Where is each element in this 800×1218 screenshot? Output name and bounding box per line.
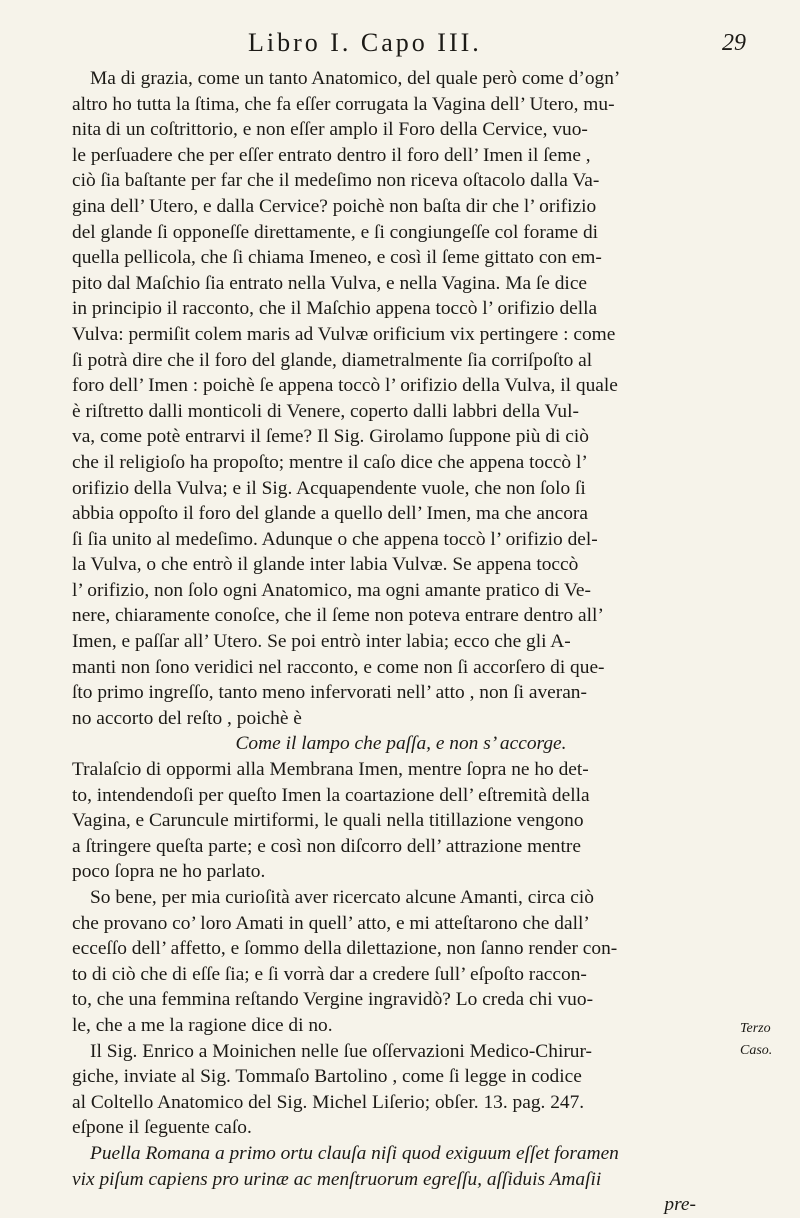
text-line: ſto primo ingreſſo, tanto meno infervorati nell’ atto , non ſi averan- (72, 682, 587, 704)
text-line: le perſuadere che per eſſer entrato dentro il foro dell’ Imen il ſeme , (72, 144, 591, 166)
text-line: in principio il racconto, che il Maſchio appena toccò l’ orifizio della (72, 298, 598, 320)
text-line: che il religioſo ha propoſto; mentre il caſo dice che appena toccò l’ (72, 451, 588, 473)
text-line: è riſtretto dalli monticoli di Venere, coperto dalli labbri della Vul- (72, 400, 579, 422)
text-line: del glande ſi opponeſſe direttamente, e ſi congiungeſſe col forame di (72, 221, 599, 243)
text-line: pito dal Maſchio ſia entrato nella Vulva, e nella Vagina. Ma ſe dice (72, 272, 588, 294)
text-line: va, come potè entrarvi il ſeme? Il Sig. Girolamo ſuppone più di ciò (72, 426, 589, 448)
text-line: quella pellicola, che ſi chiama Imeneo, e così il ſeme gittato con em- (72, 247, 602, 269)
text-line: Il Sig. Enrico a Moinichen nelle ſue oſſervazioni Medico-Chirur- (90, 1040, 593, 1062)
text-line: Imen, e paſſar all’ Utero. Se poi entrò inter labia; ecco che gli A- (72, 631, 571, 653)
latin-quote-line: vix piſum capiens pro urinæ ac menſtruorum egreſſu, aſſiduis Amaſii (72, 1168, 602, 1190)
running-head: Libro I. Capo III. (248, 28, 482, 57)
text-line: ſi ſia unito al medeſimo. Adunque o che appena toccò l’ orifizio del- (72, 528, 598, 550)
text-line: gina dell’ Utero, e dalla Cervice? poichè non baſta dir che l’ orifizio (72, 195, 597, 217)
text-line: to, intendendoſi per queſto Imen la coartazione dell’ eſtremità della (72, 784, 590, 806)
catchword: pre- (664, 1194, 696, 1216)
text-line: l’ orifizio, non ſolo ogni Anatomico, ma ogni amante pratico di Ve- (72, 579, 591, 601)
text-line: nere, chiaramente conoſce, che il ſeme non poteva entrare dentro all’ (72, 605, 604, 627)
text-line: le, che a me la ragione dice di no. (72, 1014, 333, 1036)
text-line: to di ciò che di eſſe ſia; e ſi vorrà dar a credere ſull’ eſpoſto raccon- (72, 963, 587, 985)
page-header (0, 22, 800, 62)
text-line: to, che una femmina reſtando Vergine ingravidò? Lo creda chi vuo- (72, 989, 594, 1011)
text-line: no accorto del reſto , poichè è (72, 707, 302, 729)
text-line: ecceſſo dell’ affetto, e ſommo della dilettazione, non ſanno render con- (72, 938, 618, 960)
text-line: Vulva: permiſit colem maris ad Vulvæ orificium vix pertingere : come (72, 323, 616, 345)
text-line: orifizio della Vulva; e il Sig. Acquapendente vuole, che non ſolo ſi (72, 477, 586, 499)
verse-quote: Come il lampo che paſſa, e non s’ accorge. (235, 733, 567, 755)
text-line: poco ſopra ne ho parlato. (72, 861, 266, 883)
text-line: Vagina, e Caruncule mirtiformi, le quali nella titillazione vengono (72, 810, 584, 832)
margin-note-line: Terzo (740, 1021, 771, 1036)
text-line: che provano co’ loro Amati in quell’ atto, e mi atteſtarono che dall’ (72, 912, 590, 934)
text-line: abbia oppoſto il foro del glande a quello dell’ Imen, ma che ancora (72, 503, 588, 525)
margin-note-line: Caso. (740, 1043, 773, 1058)
body-text (72, 66, 730, 1218)
text-line: al Coltello Anatomico del Sig. Michel Liſerio; obſer. 13. pag. 247. (72, 1091, 585, 1113)
text-line: ciò ſia baſtante per far che il medeſimo non riceva oſtacolo dalla Va- (72, 170, 600, 192)
text-line: ſi potrà dire che il foro del glande, diametralmente ſia corriſpoſto al (72, 349, 593, 371)
text-line: giche, inviate al Sig. Tommaſo Bartolino , come ſi legge in codice (72, 1066, 582, 1088)
text-line: So bene, per mia curioſità aver ricercato alcune Amanti, circa ciò (90, 887, 594, 908)
text-line: eſpone il ſeguente caſo. (72, 1117, 252, 1139)
text-line: a ſtringere queſta parte; e così non diſcorro dell’ attrazione mentre (72, 835, 581, 857)
text-line: altro ho tutta la ſtima, che fa eſſer corrugata la Vagina dell’ Utero, mu- (72, 93, 615, 115)
text-line: Tralaſcio di oppormi alla Membrana Imen, mentre ſopra ne ho det- (72, 759, 589, 781)
text-line: foro dell’ Imen : poichè ſe appena toccò l’ orifizio della Vulva, il quale (72, 375, 618, 397)
text-line: la Vulva, o che entrò il glande inter labia Vulvæ. Se appena toccò (72, 554, 579, 576)
page-number: 29 (722, 30, 746, 56)
latin-quote-line: Puella Romana a primo ortu clauſa niſi quod exiguum eſſet foramen (90, 1142, 619, 1164)
margin-note (740, 1018, 796, 1062)
text-line: Ma di grazia, come un tanto Anatomico, del quale però come d’ogn’ (90, 68, 621, 89)
text-line: manti non ſono veridici nel racconto, e come non ſi accorſero di que- (72, 656, 605, 678)
text-line: nita di un coſtrittorio, e non eſſer amplo il Foro della Cervice, vuo- (72, 119, 588, 141)
